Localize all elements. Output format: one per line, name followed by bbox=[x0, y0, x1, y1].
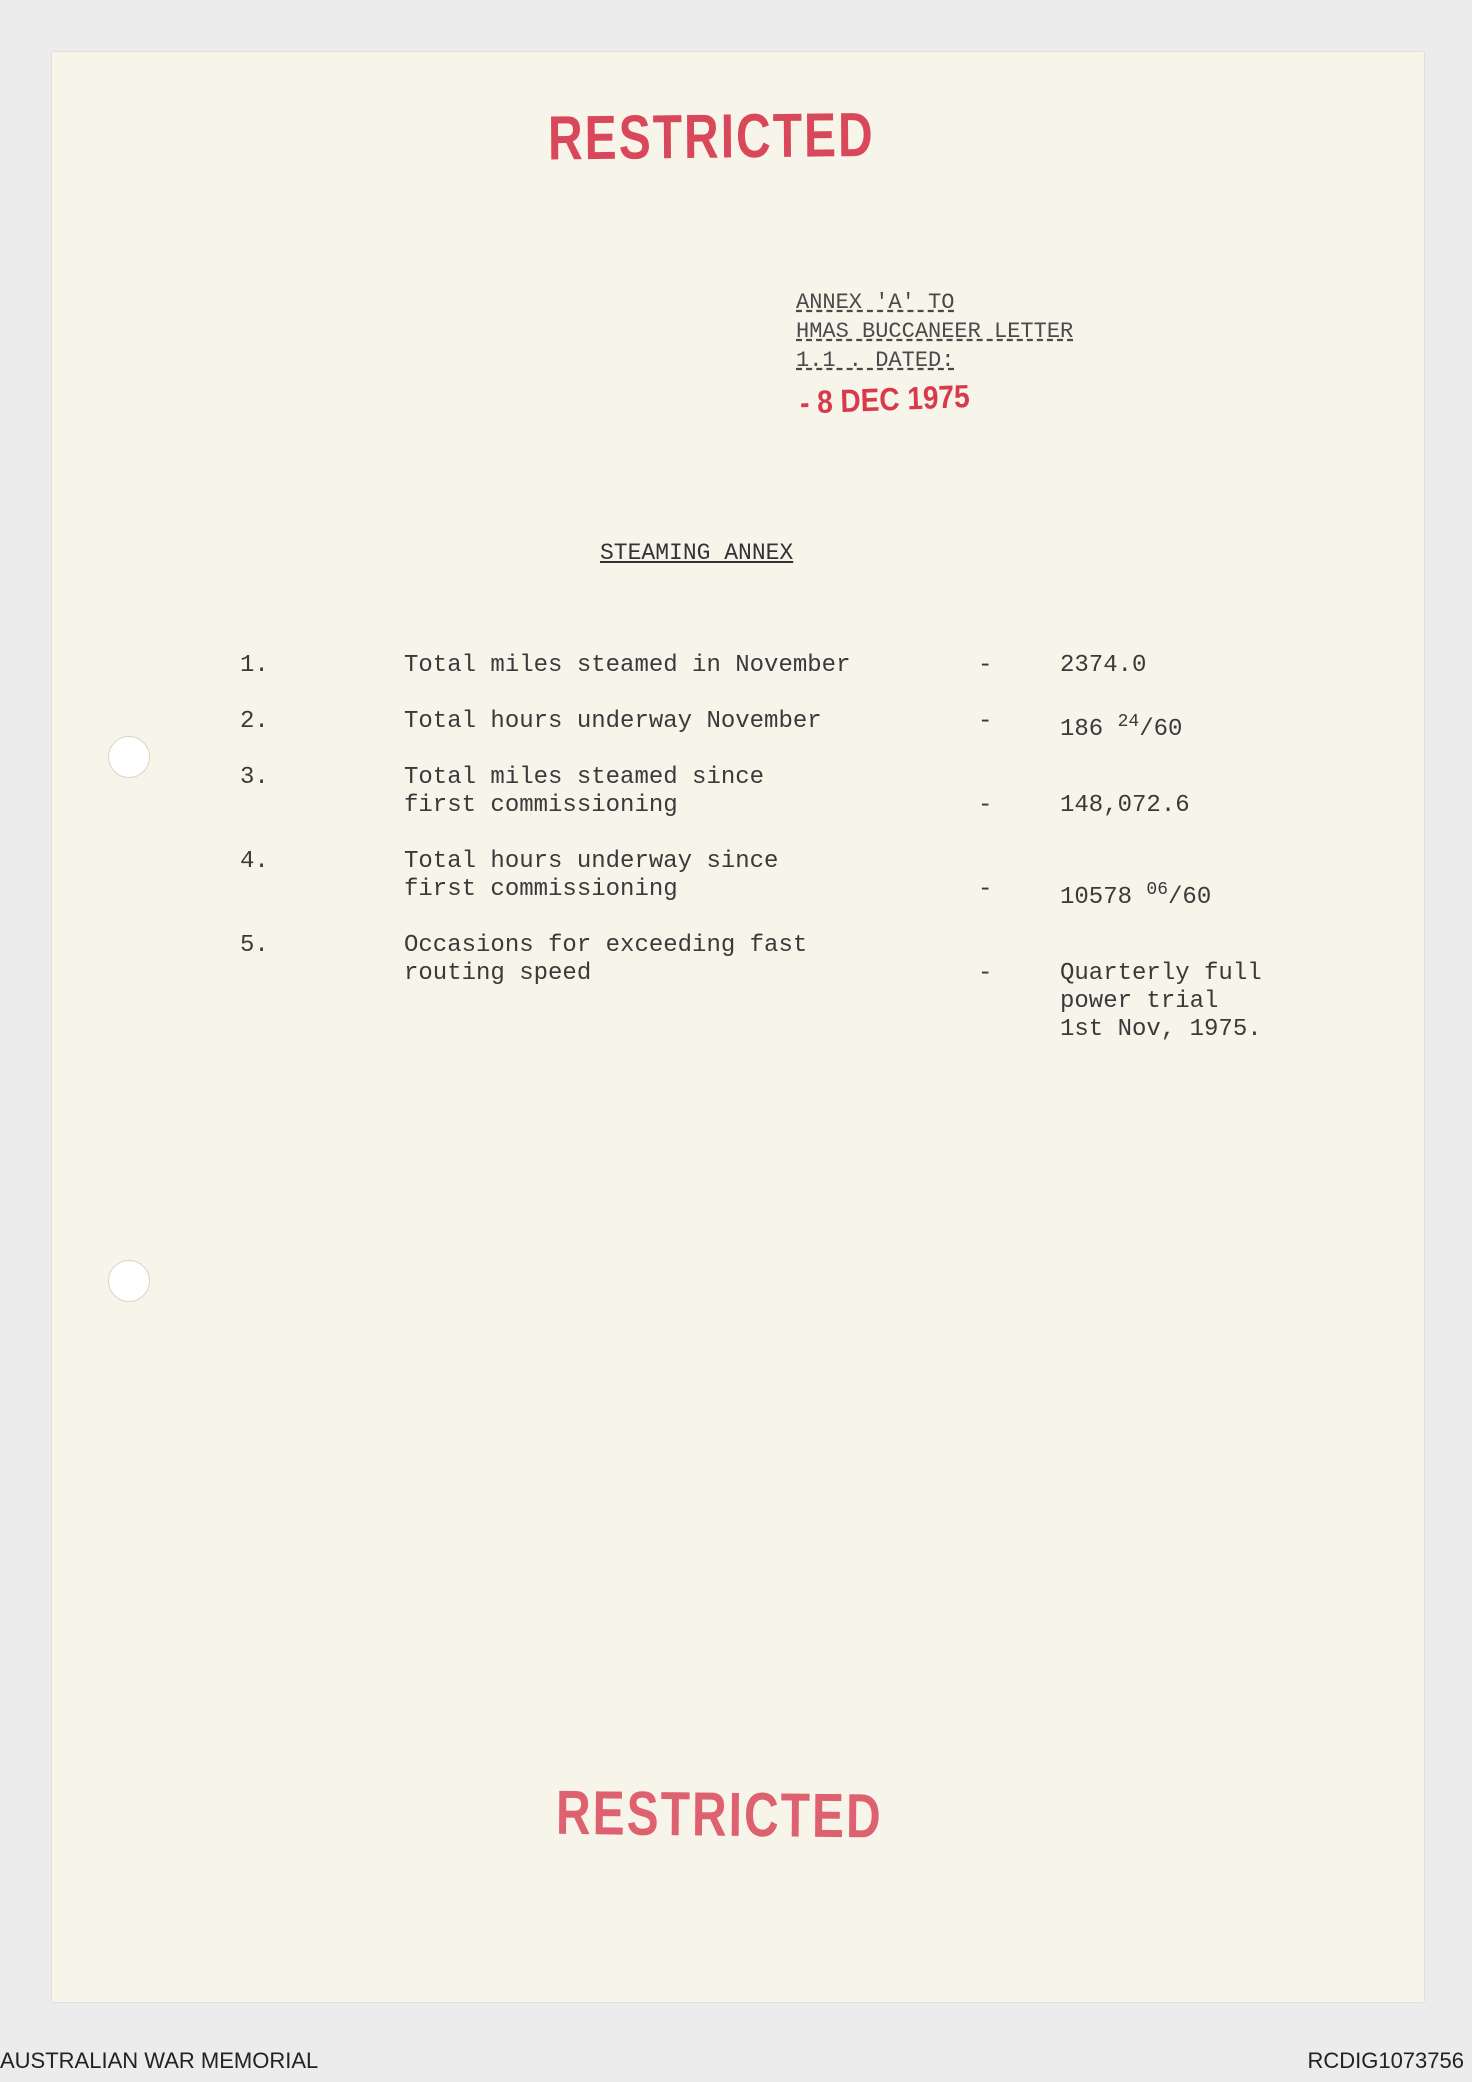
item-3-desc-line1: Total miles steamed since bbox=[404, 764, 765, 791]
item-4-dash: - bbox=[978, 876, 993, 903]
item-5-value-line1: Quarterly full bbox=[1060, 960, 1262, 987]
footer-record-id: RCDIG1073756 bbox=[1307, 2048, 1464, 2073]
item-3-value: 148,072.6 bbox=[1060, 792, 1190, 819]
item-2-value-tail: /60 bbox=[1139, 716, 1183, 743]
item-3-desc-line2: first commissioning bbox=[404, 792, 678, 819]
item-5-desc-line2: routing speed bbox=[404, 960, 592, 987]
item-3-dash: - bbox=[978, 792, 993, 819]
item-4-desc-line2: first commissioning bbox=[404, 876, 678, 903]
item-5-value-line2: power trial bbox=[1060, 988, 1219, 1015]
annex-ref-line1: ANNEX 'A' TO bbox=[796, 290, 955, 315]
item-5-dash: - bbox=[978, 960, 993, 987]
annex-reference bbox=[796, 288, 1073, 375]
item-2-value-main: 186 bbox=[1060, 716, 1118, 743]
punch-hole-bottom bbox=[108, 1260, 150, 1302]
item-3-description bbox=[404, 764, 764, 820]
item-4-value-main: 10578 bbox=[1060, 884, 1147, 911]
item-2-description: Total hours underway November bbox=[404, 708, 822, 735]
item-4-value-sup: 06 bbox=[1146, 880, 1169, 900]
item-2-value-sup: 24 bbox=[1117, 712, 1140, 732]
item-1-value: 2374.0 bbox=[1060, 652, 1147, 679]
annex-ref-line3: 1.1 . DATED: bbox=[796, 348, 955, 373]
item-2-number: 2. bbox=[240, 708, 269, 735]
item-4-value-tail: /60 bbox=[1168, 884, 1212, 911]
item-3-number: 3. bbox=[240, 764, 269, 791]
restricted-stamp-bottom: RESTRICTED bbox=[555, 1779, 883, 1852]
item-4-description bbox=[404, 848, 778, 904]
annex-ref-line2: HMAS BUCCANEER LETTER bbox=[796, 319, 1074, 344]
item-4-value bbox=[1060, 876, 1211, 912]
item-1-description: Total miles steamed in November bbox=[404, 652, 851, 679]
punch-hole-top bbox=[108, 736, 150, 778]
item-2-dash: - bbox=[978, 708, 993, 735]
item-5-value bbox=[1060, 960, 1262, 1044]
item-5-desc-line1: Occasions for exceeding fast bbox=[404, 932, 808, 959]
item-1-number: 1. bbox=[240, 652, 269, 679]
restricted-stamp-top: RESTRICTED bbox=[547, 101, 875, 174]
item-5-number: 5. bbox=[240, 932, 269, 959]
item-4-number: 4. bbox=[240, 848, 269, 875]
item-2-value bbox=[1060, 708, 1182, 744]
item-5-description bbox=[404, 932, 807, 988]
footer-source: AUSTRALIAN WAR MEMORIAL bbox=[0, 2048, 319, 2073]
date-stamp: - 8 DEC 1975 bbox=[799, 378, 971, 421]
page-title: STEAMING ANNEX bbox=[600, 540, 794, 566]
item-1-dash: - bbox=[978, 652, 993, 679]
item-5-value-line3: 1st Nov, 1975. bbox=[1060, 1016, 1262, 1043]
item-4-desc-line1: Total hours underway since bbox=[404, 848, 779, 875]
